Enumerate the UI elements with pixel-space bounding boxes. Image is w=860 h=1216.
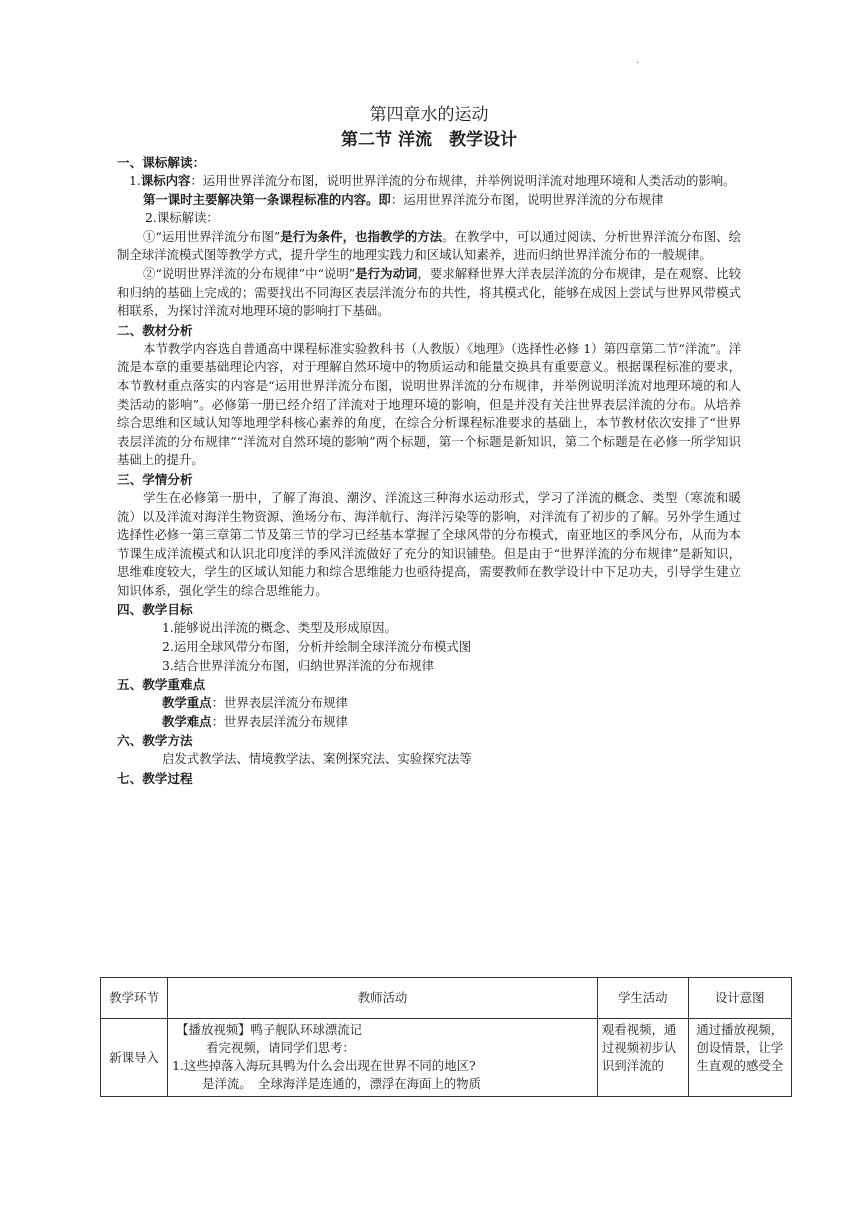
- section2-heading: 二、教材分析: [117, 322, 193, 338]
- table-row: [101, 1019, 792, 1097]
- section1-para3: [117, 228, 741, 265]
- key-point-label: 教学重点: [162, 695, 212, 711]
- document-page: [117, 103, 741, 788]
- section3-heading: 三、学情分析: [117, 471, 193, 487]
- para4-a: ②“说明世界洋流的分布规律”中“说明”: [143, 265, 356, 281]
- section-title: 第二节 洋流 教学设计: [341, 130, 517, 150]
- item1-label: 课标内容: [140, 173, 191, 188]
- objective-2: 2.运用全球风带分布图，分析并绘制全球洋流分布模式图: [162, 639, 472, 655]
- cell-teacher-activity: [168, 1019, 598, 1097]
- header-teacher-activity: 教师活动: [168, 978, 598, 1019]
- teaching-process-table: [100, 977, 792, 1097]
- para3-b: 。在教学中，可以通过阅读、分析世界洋流分布图、绘制全球洋流模式图等教学方式，提升学生的地理实践力和区域认知素养，进而归纳世界洋流分布的一般规律。: [117, 228, 742, 263]
- chapter-title: 第四章水的运动: [369, 105, 489, 125]
- section1-item1: [117, 172, 741, 191]
- key-point-text: ：世界表层洋流分布规律: [211, 695, 348, 711]
- teacher-line-2: 看完视频，请同学们思考：: [206, 1040, 355, 1055]
- table-header-row: [101, 978, 792, 1019]
- section6-heading: 六、教学方法: [117, 733, 193, 749]
- cell-stage: 新课导入: [101, 1019, 168, 1097]
- header-stage: 教学环节: [101, 978, 168, 1019]
- para2-text: ：运用世界洋流分布图，说明世界洋流的分布规律: [390, 191, 664, 207]
- difficult-point: [117, 713, 741, 732]
- section1-item2: 2.课标解读：: [145, 210, 219, 226]
- section5-heading: 五、教学重难点: [117, 677, 206, 693]
- para4-b: ，要求解释世界大洋表层洋流的分布规律，是在观察、比较和归纳的基础上完成的；需要找出不同海区表层洋流分布的共性，将其模式化，能够在成因上尝试与世界风带模式相联系，为探讨洋流对地理环境的影响打下基础。: [117, 265, 742, 319]
- section7-heading: 七、教学过程: [117, 771, 193, 787]
- section6-text: 启发式教学法、情境教学法、案例探究法、实验探究法等: [162, 751, 472, 767]
- objective-1: 1.能够说出洋流的概念、类型及形成原因。: [162, 620, 397, 636]
- difficult-point-label: 教学难点: [162, 713, 212, 729]
- header-design-intent: 设计意图: [688, 978, 791, 1019]
- key-point: [117, 694, 741, 713]
- item1-text: ：运用世界洋流分布图，说明世界洋流的分布规律，并举例说明洋流对地理环境和人类活动的影响。: [190, 173, 736, 188]
- section2-text: 本节教学内容选自普通高中课程标准实验教科书（人教版）《地理》（选择性必修 1）第四章第二节“洋流”。洋流是本章的重要基础理论内容，对于理解自然环境中的物质运动和能量交换具有重要意义。根据课程标准的要求，本节教材重点落实的内容是“运用世界洋流分布图，说明世界洋流的分布规律，并举例说明洋流对地理环境的和人类活动的影响”。必修第一册已经介绍了洋流对于地理环境的影响，但是并没有关注世界表层洋流的分布。从培养综合思维和区域认知等地理学科核心素养的角度，在综合分析课程标准要求的基础上，本节教材依次安排了“世界表层洋流的分布规律”“洋流对自然环境的影响”两个标题，第一个标题是新知识，第二个标题是在必修一所学知识基础上的提升。: [117, 340, 741, 468]
- para3-bold: 是行为条件，也指教学的方法: [280, 228, 443, 244]
- para3-a: ①“运用世界洋流分布图”: [143, 228, 281, 244]
- objective-3: 3.结合世界洋流分布图，归纳世界洋流的分布规律: [162, 657, 435, 673]
- para4-bold: 是行为动词: [355, 265, 418, 281]
- para2-bold: 第一课时主要解决第一条课程标准的内容。即: [143, 191, 391, 207]
- section4-heading: 四、教学目标: [117, 602, 193, 618]
- cell-design-intent: 通过播放视频，创设情景，让学生直观的感受全: [688, 1019, 791, 1097]
- section1-para4: [117, 265, 741, 321]
- teacher-line-4: 是洋流。 全球海洋是连通的，漂浮在海面上的物质: [202, 1076, 481, 1091]
- cell-student-activity: 观看视频，通过视频初步认识到洋流的: [597, 1019, 688, 1097]
- document-body: [117, 153, 741, 788]
- teacher-line-3: 1.这些掉落入海玩具鸭为什么会出现在世界不同的地区?: [172, 1058, 476, 1073]
- header-mark: ·: [636, 58, 640, 69]
- header-student-activity: 学生活动: [597, 978, 688, 1019]
- teacher-title: 【播放视频】鸭子舰队环球漂流记: [176, 1022, 363, 1037]
- item1-number: 1.: [129, 173, 141, 188]
- difficult-point-text: ：世界表层洋流分布规律: [211, 713, 348, 729]
- section3-text: 学生在必修第一册中，了解了海浪、潮汐、洋流这三种海水运动形式，学习了洋流的概念、类型（寒流和暖流）以及洋流对海洋生物资源、渔场分布、海洋航行、海洋污染等的影响，对洋流有了初步的了解。另外学生通过选择性必修一第三章第二节及第三节的学习已经基本掌握了全球风带的分布模式，南亚地区的季风分布，从而为本节课生成洋流模式和认识北印度洋的季风洋流做好了充分的知识铺垫。但是由于“世界洋流的分布规律”是新知识，思维难度较大，学生的区域认知能力和综合思维能力也亟待提高，需要教师在教学设计中下足功夫，引导学生建立知识体系，强化学生的综合思维能力。: [117, 489, 741, 598]
- section1-heading: 一、课标解读：: [117, 155, 206, 170]
- section1-para2: [117, 191, 741, 210]
